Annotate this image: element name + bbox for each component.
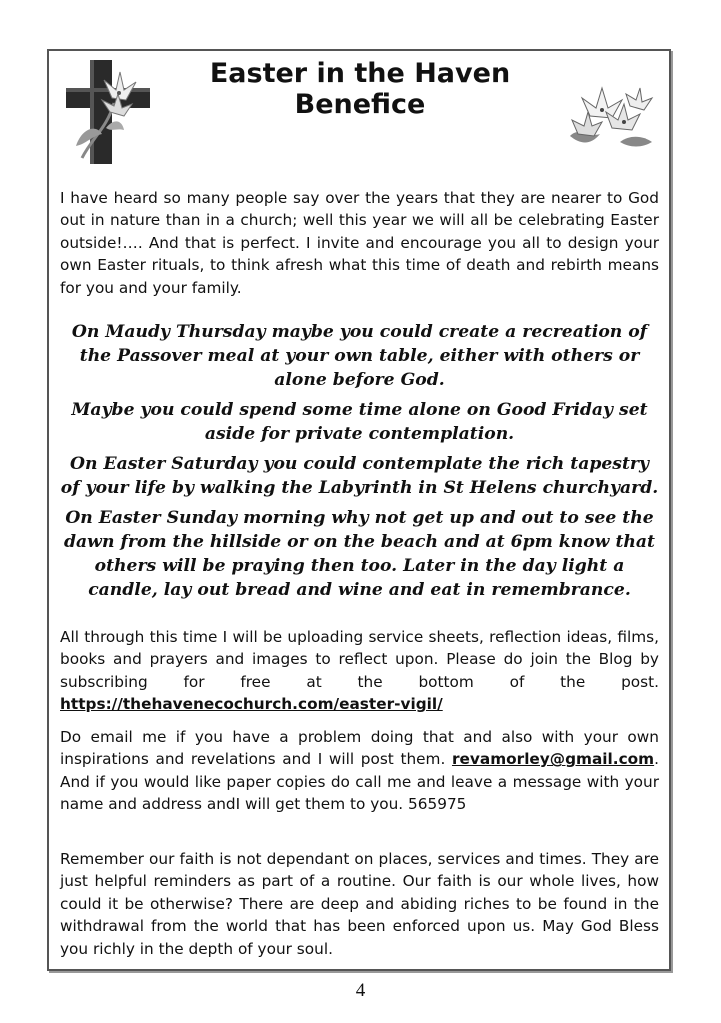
suggestion-sunday: On Easter Sunday morning why not get up and out to see the dawn from the hillside or on the beach and at 6pm know that others will be praying then too. Later in the day light a candle, lay out bread and wine and eat in remembrance. bbox=[64, 508, 655, 600]
suggestion-thursday: On Maudy Thursday maybe you could create a recreation of the Passover meal at your own table, either with others or alone before God. bbox=[71, 322, 648, 390]
intro-paragraph: I have heard so many people say over the years that they are nearer to God out in nature than in a church; well this year we will all be celebrating Easter outside!…. And that is perfect. I invite and encourage you all to design your own Easter rituals, to think afresh what this time of death and rebirth means for you and your family. bbox=[60, 189, 659, 297]
lily-bouquet-icon bbox=[560, 76, 660, 156]
closing-paragraph: Remember our faith is not dependant on places, services and times. They are just helpful reminders as part of a routine. Our faith is our whole lives, how could it be otherwise? There are deep and abiding riches to be found in the withdrawal from the world that has been enforced upon us. May God Bless you richly in the depth of your soul. bbox=[60, 850, 659, 958]
suggestion-friday: Maybe you could spend some time alone on Good Friday set aside for private contemplation. bbox=[71, 400, 648, 444]
cross-lily-icon bbox=[62, 58, 158, 168]
blog-link[interactable]: https://thehavenecochurch.com/easter-vigil/ bbox=[60, 695, 443, 714]
suggestion-saturday: On Easter Saturday you could contemplate the rich tapestry of your life by walking the Labyrinth in St Helens churchyard. bbox=[60, 454, 659, 498]
email-text-before: Do email me if you have a problem doing that and also with your own inspirations and revelations and I will post them. bbox=[60, 728, 659, 769]
email-text-after: . And if you would like paper copies do call me and leave a message with your name and address andI will get them to you. 565975 bbox=[60, 750, 659, 814]
email-link[interactable]: revamorley@gmail.com bbox=[451, 750, 655, 769]
suggestions-block bbox=[60, 320, 659, 608]
email-paragraph bbox=[60, 726, 659, 816]
uploads-text: All through this time I will be uploading service sheets, reflection ideas, films, books and prayers and images to reflect upon. Please do join the Blog by subscribing for free at the bottom of the post. bbox=[60, 628, 659, 691]
page-number: 4 bbox=[355, 980, 366, 1001]
page-title: Easter in the Haven Benefice bbox=[209, 58, 511, 120]
uploads-paragraph bbox=[60, 626, 659, 716]
